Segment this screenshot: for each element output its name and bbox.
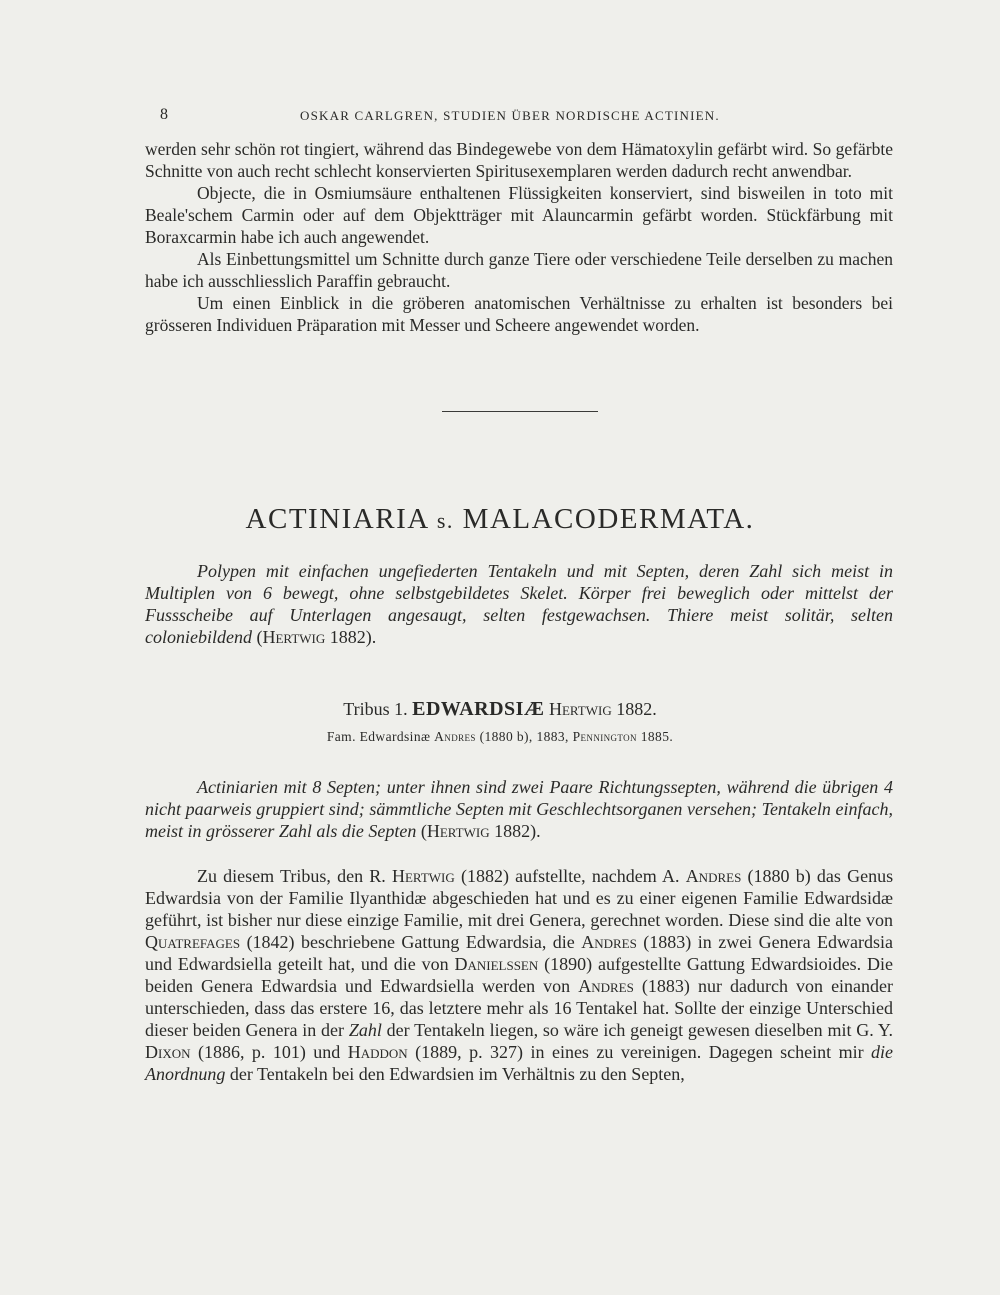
family-prefix: Fam. Edwardsinæ: [326, 729, 431, 744]
tribus-name: EDWARDSIÆ: [412, 698, 545, 720]
section-divider: [442, 411, 598, 412]
family-line: [0, 729, 1000, 745]
family-author2: Pennington: [572, 729, 637, 744]
family-author1: Andres: [434, 729, 476, 744]
definition-text: Polypen mit einfachen ungefiederten Tentakeln und mit Septen, deren Zahl sich meist in Multiplen von 6 bewegt, ohne selbstgebildetes Skelet. Körper frei beweglich oder mittelst der Fussscheibe auf Unterlagen angesaugt, selten festgewachsen. Thiere meist solitär, selten coloniebildend: [145, 561, 893, 647]
family-refs1: (1880 b), 1883,: [479, 729, 569, 744]
tribus-author: Hertwig: [548, 699, 612, 719]
tribus-definition: Actiniarien mit 8 Septen; unter ihnen sind zwei Paare Richtungssepten, während die übrigen 4 nicht paarweis gruppiert sind; sämmtliche Septen mit Geschlechtsorganen versehen; Tentakeln einfach, meist in grösserer Zahl als die Septen (Hertwig 1882).: [145, 777, 893, 841]
section-title-connector: s.: [436, 508, 454, 533]
page-number: 8: [160, 106, 170, 123]
citation-year: 1882).: [329, 627, 377, 647]
section-title-part1: ACTINIARIA: [245, 503, 429, 535]
paragraph: Objecte, die in Osmiumsäure enthaltenen Flüssigkeiten konserviert, sind bisweilen in toto mit Beale'schem Carmin oder auf dem Objektträger mit Alauncarmin gefärbt worden. Stückfärbung mit Boraxcarmin habe ich auch angewendet.: [145, 183, 893, 247]
family-year2: 1885.: [640, 729, 674, 744]
running-header: [160, 106, 900, 126]
tribus-heading: [0, 698, 1000, 721]
tribus-label: Tribus 1.: [343, 699, 408, 719]
citation-author: Hertwig: [262, 627, 326, 647]
citation-year: 1882).: [494, 821, 541, 841]
running-title: OSKAR CARLGREN, STUDIEN ÜBER NORDISCHE ACTINIEN.: [300, 108, 720, 123]
section-definition: Polypen mit einfachen ungefiederten Tentakeln und mit Septen, deren Zahl sich meist in Multiplen von 6 bewegt, ohne selbstgebildetes Skelet. Körper frei beweglich oder mittelst der Fussscheibe auf Unterlagen angesaugt, selten festgewachsen. Thiere meist solitär, selten coloniebildend (Hertwig 1882).: [145, 561, 893, 647]
tribus-year: 1882.: [616, 699, 657, 719]
paragraph: Zu diesem Tribus, den R. Hertwig (1882) aufstellte, nachdem A. Andres (1880 b) das Genus Edwardsia von der Familie Ilyanthidæ abgeschieden hat und es zu einer eigenen Familie Edwardsidæ geführt, ist bisher nur diese einzige Familie, mit drei Genera, gerechnet worden. Diese sind die alte von Quatrefages (1842) beschriebene Gattung Edwardsia, die Andres (1883) in zwei Genera Edwardsia und Edwardsiella geteilt hat, und die von Danielssen (1890) aufgestellte Gattung Edwardsioides. Die beiden Genera Edwardsia und Edwardsiella werden von Andres (1883) nur dadurch von einander unterschieden, dass das erstere 16, das letztere mehr als 16 Tentakel hat. Sollte der einzige Unterschied dieser beiden Genera in der Zahl der Tentakeln liegen, so wäre ich geneigt gewesen dieselben mit G. Y. Dixon (1886, p. 101) und Haddon (1889, p. 327) in eines zu vereinigen. Dagegen scheint mir die Anordnung der Tentakeln bei den Edwardsien im Verhältnis zu den Septen,: [145, 866, 894, 1084]
paragraph: Als Einbettungsmittel um Schnitte durch ganze Tiere oder verschiedene Teile derselben zu machen habe ich ausschliesslich Paraffin gebraucht.: [145, 249, 893, 291]
section-title: [0, 503, 1000, 536]
citation-author: Hertwig: [426, 821, 490, 841]
intro-paragraphs: [145, 138, 893, 336]
paragraph: werden sehr schön rot tingiert, während das Bindegewebe von dem Hämatoxylin gefärbt wird. So gefärbte Schnitte von auch recht schlecht konservierten Spiritusexemplaren werden dadurch recht anwendbar.: [145, 139, 893, 181]
paragraph: Um einen Einblick in die gröberen anatomischen Verhältnisse zu erhalten ist besonders bei grösseren Individuen Präparation mit Messer und Scheere angewendet worden.: [145, 293, 893, 335]
final-paragraph: [145, 865, 893, 1085]
definition-text: Actiniarien mit 8 Septen; unter ihnen sind zwei Paare Richtungssepten, während die übrigen 4 nicht paarweis gruppiert sind; sämmtliche Septen mit Geschlechtsorganen versehen; Tentakeln einfach, meist in grösserer Zahl als die Septen: [145, 777, 893, 841]
section-title-part2: MALACODERMATA.: [462, 503, 755, 535]
